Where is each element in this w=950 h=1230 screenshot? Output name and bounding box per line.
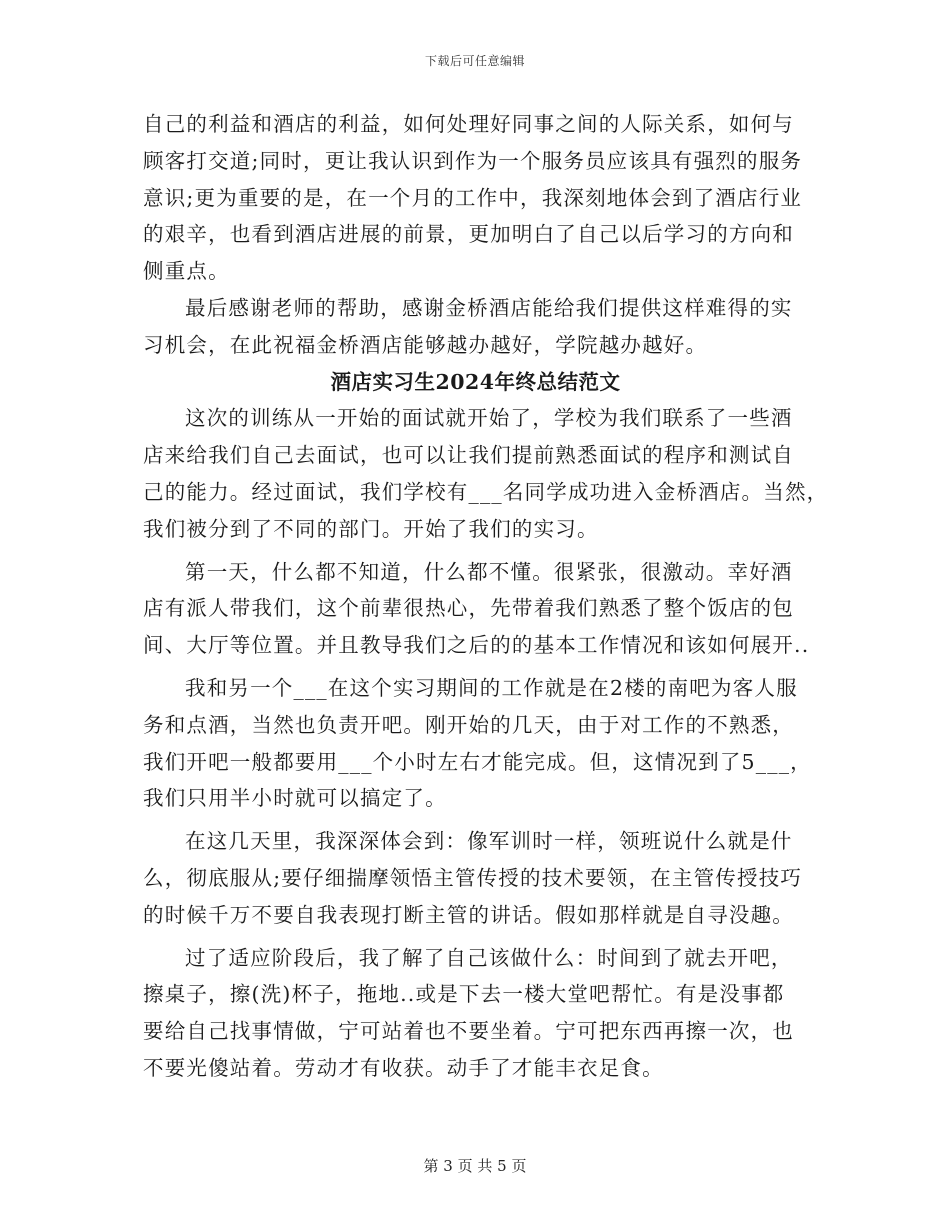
section-title: 酒店实习生2024年终总结范文 (330, 369, 621, 394)
text-line: 最后感谢老师的帮助，感谢金桥酒店能给我们提供这样难得的实 (185, 295, 793, 320)
text-line: 我们被分到了不同的部门。开始了我们的实习。 (143, 516, 599, 541)
page-number: 第 3 页 共 5 页 (423, 1157, 527, 1175)
paragraph-4 (143, 554, 808, 664)
text-line: 不要光傻站着。劳动才有收获。动手了才能丰衣足食。 (143, 1055, 664, 1080)
text-line: 我和另一个___在这个实习期间的工作就是在2楼的南吧为客人服 (185, 675, 798, 700)
text-line: 意识;更为重要的是，在一个月的工作中，我深刻地体会到了酒店行业 (143, 185, 803, 210)
paragraph-1 (143, 106, 808, 290)
paragraph-6 (143, 823, 808, 933)
text-line: 我们只用半小时就可以搞定了。 (143, 786, 447, 811)
text-line: 务和点酒，当然也负责开吧。刚开始的几天，由于对工作的不熟悉， (143, 712, 794, 737)
paragraph-2 (143, 290, 808, 364)
paragraph-7 (143, 940, 808, 1087)
text-line: 间、大厅等位置。并且教导我们之后的的基本工作情况和该如何展开.. (143, 633, 810, 658)
text-line: 擦桌子，擦(洗)杯子，拖地..或是下去一楼大堂吧帮忙。有是没事都 (143, 982, 785, 1007)
text-line: 自己的利益和酒店的利益，如何处理好同事之间的人际关系，如何与 (143, 112, 794, 136)
text-line: 过了适应阶段后，我了解了自己该做什么：时间到了就去开吧， (185, 945, 793, 970)
text-line: 己的能力。经过面试，我们学校有___名同学成功进入金桥酒店。当然， (143, 479, 829, 504)
text-line: 么，彻底服从;要仔细揣摩领悟主管传授的技术要领，在主管传授技巧 (143, 865, 803, 890)
text-line: 要给自己找事情做，宁可站着也不要坐着。宁可把东西再擦一次，也 (143, 1019, 794, 1044)
paragraph-5 (143, 670, 812, 817)
text-line: 在这几天里，我深深体会到：像军训时一样，领班说什么就是什 (185, 829, 793, 854)
text-line: 我们开吧一般都要用___个小时左右才能完成。但，这情况到了5___， (143, 749, 812, 774)
text-line: 第一天，什么都不知道，什么都不懂。很紧张，很激动。幸好酒 (185, 559, 793, 584)
text-line: 店来给我们自己去面试，也可以让我们提前熟悉面试的程序和测试自 (143, 443, 794, 468)
text-line: 的时候千万不要自我表现打断主管的讲话。假如那样就是自寻没趣。 (143, 902, 794, 927)
paragraph-3 (143, 400, 829, 547)
text-line: 顾客打交道;同时，更让我认识到作为一个服务员应该具有强烈的服务 (143, 148, 803, 173)
text-line: 这次的训练从一开始的面试就开始了，学校为我们联系了一些酒 (185, 406, 793, 431)
text-line: 店有派人带我们，这个前辈很热心，先带着我们熟悉了整个饭店的包 (143, 596, 794, 621)
text-line: 习机会，在此祝福金桥酒店能够越办越好，学院越办越好。 (143, 332, 708, 357)
text-line: 侧重点。 (143, 259, 230, 284)
page-header: 下载后可任意编辑 (424, 54, 525, 68)
document-body (143, 106, 829, 1087)
text-line: 的艰辛，也看到酒店进展的前景，更加明白了自己以后学习的方向和 (143, 222, 794, 247)
